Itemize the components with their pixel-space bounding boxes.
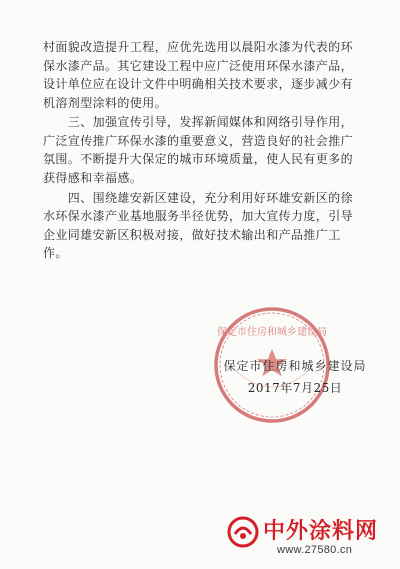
paragraph-continuation: 村面貌改造提升工程，应优先选用以晨阳水漆为代表的环保水漆产品。其它建设工程中应广泛使用环保水漆产品，设计单位应在设计文件中明确相关技术要求，逐步减少有机溶剂型涂料的使用。 [43,40,354,110]
paragraph-item-three: 三、加强宣传引导，发挥新闻媒体和网络引导作用，广泛宣传推广环保水漆的重要意义，营造良好的社会推广氛围。不断提升大保定的城市环境质量，使人民有更多的获得感和幸福感。 [43,115,354,185]
svg-text:保定市住房和城乡建设局: 保定市住房和城乡建设局 [217,327,327,338]
signature-date: 2017年7月25日 [247,381,343,395]
document-body [43,38,363,264]
watermark-name: 中外涂料网 [263,519,379,544]
site-watermark [227,514,392,562]
paragraph-item-four: 四、围绕雄安新区建设，充分利用好环雄安新区的徐水环保水漆产业基地服务半径优势，加大宣传力度，引导企业同雄安新区积极对接，做好技术输出和产品推广工作。 [43,190,354,261]
watermark-logo-icon [227,516,259,548]
watermark-url: www.27580.cn [277,544,353,556]
signature-organization: 保定市住房和城乡建设局 [223,359,367,373]
